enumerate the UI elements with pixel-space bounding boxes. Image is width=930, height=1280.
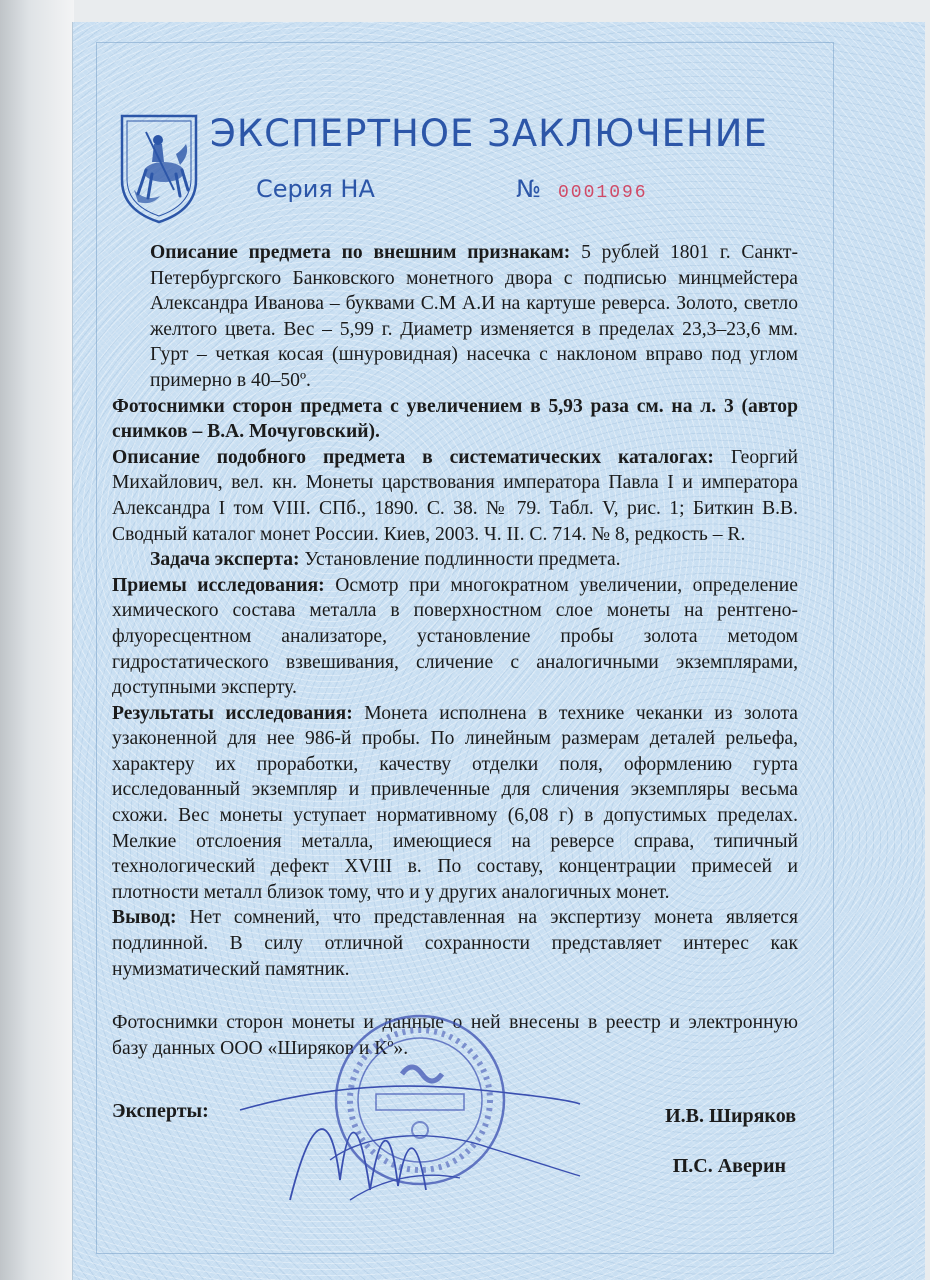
photos-paragraph: [112, 394, 798, 445]
number-sign: №: [516, 175, 541, 203]
methods-paragraph: [112, 573, 798, 701]
results-text: Монета исполнена в технике чеканки из золота узаконенной для нее 986-й пробы. По линейным размерам деталей рельефа, характеру их проработки, качеству отделки поля, оформлению гурта исследованный экземпляр и привлеченные для сличения экземпляры весьма схожи. Вес монеты уступает нормативному (6,08 г) в допустимых пределах. Мелкие отслоения металла, имеющиеся на реверсе справа, типичный технологический дефект XVIII в. По составу, концентрации примесей и плотности металл близок тому, что и у других аналогичных монет.: [112, 702, 798, 903]
methods-text: Осмотр при многократном увеличении, определение химического состава металла в поверхностном слое монеты на рентгено-флуоресцентном анализаторе, установление пробы золота методом гидростатического взвешивания, сличение с аналогичными экземплярами, доступными эксперту.: [112, 574, 798, 699]
results-label: Результаты исследования:: [112, 702, 353, 724]
catalogs-label: Описание подобного предмета в систематических каталогах:: [112, 446, 714, 468]
certificate-body: [112, 240, 798, 1061]
catalogs-paragraph: [112, 445, 798, 547]
results-paragraph: [112, 701, 798, 906]
photos-label: Фотоснимки сторон предмета с увеличением в 5,93 раза см. на л. 3 (автор снимков – В.А. Мочуговский).: [112, 395, 798, 443]
methods-label: Приемы исследования:: [112, 574, 325, 596]
task-label: Задача эксперта:: [150, 549, 300, 571]
previous-page-edge: [0, 0, 74, 1280]
task-paragraph: [112, 547, 798, 573]
serial-number: 0001096: [558, 183, 648, 203]
conclusion-text: Нет сомнений, что представленная на экспертизу монета является подлинной. В силу отличной сохранности представляет интерес как нумизматический памятник.: [112, 907, 798, 980]
expert-name-1: И.В. Ширяков: [665, 1105, 796, 1127]
conclusion-label: Вывод:: [112, 907, 177, 929]
conclusion-paragraph: [112, 905, 798, 982]
handwritten-signature-icon: [230, 1060, 590, 1210]
catalogs-text: Георгий Михайлович, вел. кн. Монеты царствования императора Павла I и императора Александра I том VIII. СПб., 1890. С. 38. № 79. Табл. V, рис. 1; Биткин В.В. Сводный каталог монет России. Киев, 2003. Ч. II. С. 714. № 8, редкость – R.: [112, 446, 798, 545]
description-label: Описание предмета по внешним признакам:: [150, 242, 571, 263]
task-text: Установление подлинности предмета.: [299, 549, 621, 571]
registry-text: Фотоснимки сторон монеты и данные о ней внесены в реестр и электронную базу данных ООО «Ширяков и Кº».: [112, 1012, 798, 1059]
moscow-coat-of-arms-icon: [116, 110, 202, 226]
description-paragraph: [112, 240, 798, 394]
document-title: ЭКСПЕРТНОЕ ЗАКЛЮЧЕНИЕ: [210, 112, 768, 155]
expert-name-2: П.С. Аверин: [672, 1155, 786, 1177]
experts-label: Эксперты:: [112, 1100, 209, 1122]
description-text: 5 рублей 1801 г. Санкт-Петербургского Банковского монетного двора с подписью минцмейстера Александра Иванова – буквами С.М А.И на картуше реверса. Золото, светло желтого цвета. Вес – 5,99 г. Диаметр изменяется в пределах 23,3–23,6 мм. Гурт – четкая косая (шнуровидная) насечка с наклоном вправо под углом примерно в 40–50º.: [150, 242, 798, 391]
series-label: Серия НА: [256, 175, 375, 203]
